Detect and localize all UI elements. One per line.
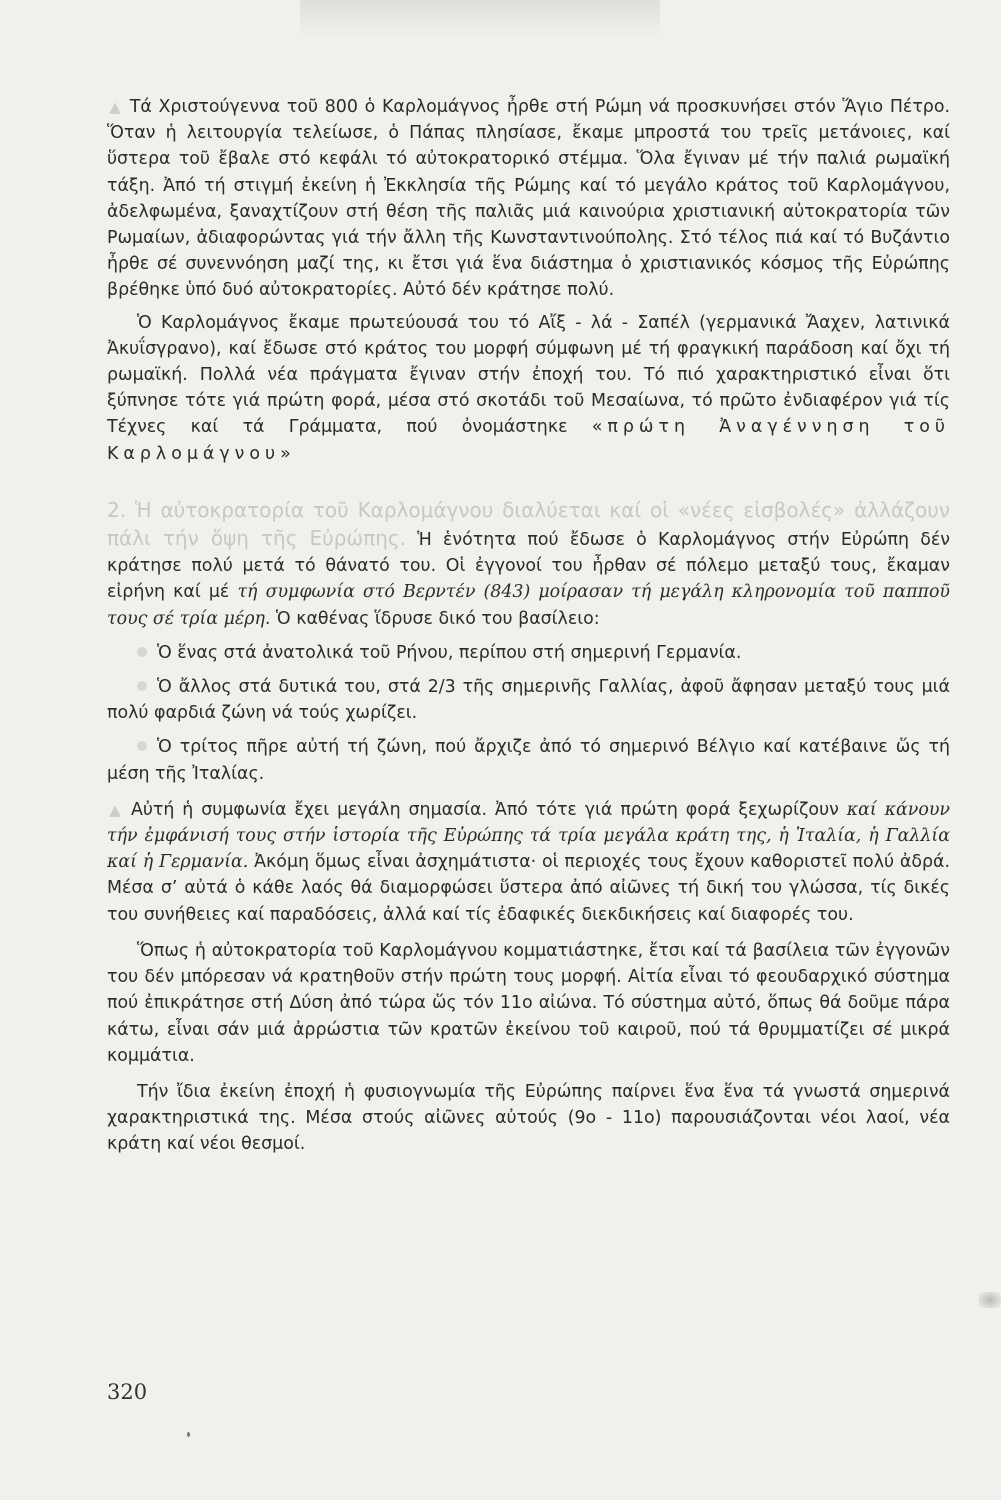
list-item — [107, 734, 950, 786]
paragraph-division-text-b: . Ὁ καθένας ἵδρυσε δικό του βασίλειο: — [264, 608, 600, 629]
paragraph-capital-text: Ὁ Καρλομάγνος ἔκαμε πρωτεύουσά του τό Αἴξ - λά - Σαπέλ (γερμανικά Ἄαχεν, λατινικά Ἀκυΐσγρανο), καί ἔδωσε στό κράτος του μορφή σύμφωνη μέ τή φραγκική παράδοση καί ὄχι τή ρωμαϊκή. Πολλά νέα πράγματα ἔγιναν στήν ἐποχή του. Τό πιό χαρακτηριστικό εἶναι ὅτι ξύπνησε τότε γιά πρώτη φορά, μέσα στό σκοτάδι τοῦ Μεσαίωνα, τό πρῶτο ἐνδιαφέρον γιά τίς Τέχνες καί τά Γράμματα, πού ὀνομάστηκε — [107, 312, 950, 438]
list-item-text: Ὁ τρίτος πῆρε αὐτή τή ζώνη, πού ἄρχιζε ἀπό τό σημερινό Βέλγιο καί κατέβαινε ὥς τή μέση τῆς Ἰταλίας. — [107, 737, 950, 784]
bullet-icon — [137, 647, 147, 657]
paragraph-significance — [107, 797, 950, 928]
list-item-text: Ὁ ἄλλος στά δυτικά του, στά 2/3 τῆς σημερινῆς Γαλλίας, ἀφοῦ ἄφησαν μεταξύ τους μιά πολύ φαρδιά ζώνη νά τούς χωρίζει. — [107, 677, 950, 724]
margin-smudge — [979, 1292, 1001, 1308]
paragraph-significance-text-b: Ἀκόμη ὅμως εἶναι ἀσχημάτιστα· οἱ περιοχές τους ἔχουν καθοριστεῖ πολύ ἀδρά. Μέσα σ’ αὐτά ὁ κάθε λαός θά διαμορφώσει ὕστερα ἀπό αἰῶνες τή δική του γλώσσα, τίς δικές του συνήθειες καί παραδόσεις, ἀλλά καί τίς ἐδαφικές διεκδικήσεις καί διαφορές του. — [107, 852, 950, 925]
paragraph-division-text-a: Ἡ ἑνότητα πού ἔδωσε ὁ Καρλομάγνος στήν Εὐρώπη δέν κράτησε πολύ μετά τό θάνατό του. Οἱ ἐγγονοί του ἦρθαν σέ πόλεμο μεταξύ τους, ἔκαμαν εἰρήνη καί μέ — [107, 530, 950, 603]
carolingian-renaissance-term: «πρώτη Ἀναγέννηση τοῦ Καρλομάγνου» — [107, 417, 950, 464]
paragraph-significance-text-a: Αὐτή ἡ συμφωνία ἔχει μεγάλη σημασία. Ἀπό τότε γιά πρώτη φορά ξεχωρίζουν — [130, 799, 847, 820]
document-page — [107, 94, 950, 1158]
paragraph-feudalism: Ὅπως ἡ αὐτοκρατορία τοῦ Καρλομάγνου κομματιάστηκε, ἔτσι καί τά βασίλεια τῶν ἐγγονῶν του δέν μπόρεσαν νά κρατηθοῦν στήν πρώτη τους μορφή. Αἰτία εἶναι τό φεουδαρχικό σύστημα πού ἐπικράτησε στή Δύση ἀπό τώρα ὥς τόν 11ο αἰώνα. Τό σύστημα αὐτό, ὅπως θά δοῦμε πάρα κάτω, εἶναι σάν μιά ἀρρώστια τῶν κρατῶν ἐκείνου τοῦ καιροῦ, πού τά θρυμματίζει σέ μικρά κομμάτια. — [107, 940, 950, 1066]
bullet-icon — [137, 681, 147, 691]
three-states-italic: καί κάνουν τήν ἐμφάνισή τους στήν ἱστορία τῆς Εὐρώπης τά τρία μεγάλα κράτη της, ἡ Ἰταλία, ἡ Γαλλία καί ἡ Γερμανία. — [107, 799, 950, 873]
page-number: 320 — [107, 1380, 148, 1404]
top-bleed-shadow — [300, 0, 660, 38]
paragraph-new-peoples: Τήν ἴδια ἐκείνη ἐποχή ἡ φυσιογνωμία τῆς Εὐρώπης παίρνει ἕνα ἕνα τά γνωστά σημερινά χαρακτηριστικά της. Μέσα στούς αἰῶνες αὐτούς (9ο - 11ο) παρουσιάζονται νέοι λαοί, νέα κράτη καί νέοι θεσμοί. — [107, 1081, 950, 1155]
paragraph-coronation-text: Τά Χριστούγεννα τοῦ 800 ὁ Καρλομάγνος ἦρθε στή Ρώμη νά προσκυνήσει στόν Ἅγιο Πέτρο. Ὅταν ἡ λειτουργία τελείωσε, ὁ Πάπας πλησίασε, ἔκαμε μπροστά του τρεῖς μετάνοιες, καί ὕστερα τοῦ ἔβαλε στό κεφάλι τό αὐτοκρατορικό στέμμα. Ὅλα ἔγιναν μέ τήν παλιά ρωμαϊκή τάξη. Ἀπό τή στιγμή ἐκείνη ἡ Ἐκκλησία τῆς Ρώμης καί τό μεγάλο κράτος τοῦ Καρλομάγνου, ἀδελφωμένα, ξαναχτίζουν στή θέση τῆς παλιᾶς μιά καινούρια χριστιανική αὐτοκρατορία τῶν Ρωμαίων, ἀδιαφορώντας γιά τήν ἄλλη τῆς Κωνσταντινούπολης. Στό τέλος πιά καί τό Βυζάντιο ἦρθε σέ συνεννόηση μαζί της, κι ἔτσι γιά ἕνα διάστημα ὁ χριστιανικός κόσμος τῆς Εὐρώπης βρέθηκε ὑπό δυό αὐτοκρατορίες. Αὐτό δέν κράτησε πολύ. — [107, 97, 951, 301]
list-item — [107, 640, 950, 666]
paragraph-capital — [107, 310, 950, 467]
bullet-icon — [137, 741, 147, 751]
paragraph-coronation — [107, 94, 950, 304]
list-item-text: Ὁ ἕνας στά ἀνατολικά τοῦ Ρήνου, περίπου στή σημερινή Γερμανία. — [157, 642, 742, 663]
ink-spot — [187, 1432, 190, 1437]
triangle-marker-icon: ▲ — [109, 98, 121, 116]
paragraph-division — [107, 497, 950, 632]
triangle-marker-icon: ▲ — [109, 800, 121, 819]
section-heading: 2. Ἡ αὐτοκρατορία τοῦ Καρλομάγνου διαλύεται καί οἱ «νέες εἰσβολές» ἀλλάζουν πάλι τήν ὄψη τῆς Εὐρώπης. — [107, 497, 950, 551]
list-item — [107, 674, 950, 726]
verdun-treaty-italic: τή συμφωνία στό Βερντέν (843) μοίρασαν τή μεγάλη κληρονομία τοῦ παπποῦ τους σέ τρία μέρη — [107, 582, 950, 629]
